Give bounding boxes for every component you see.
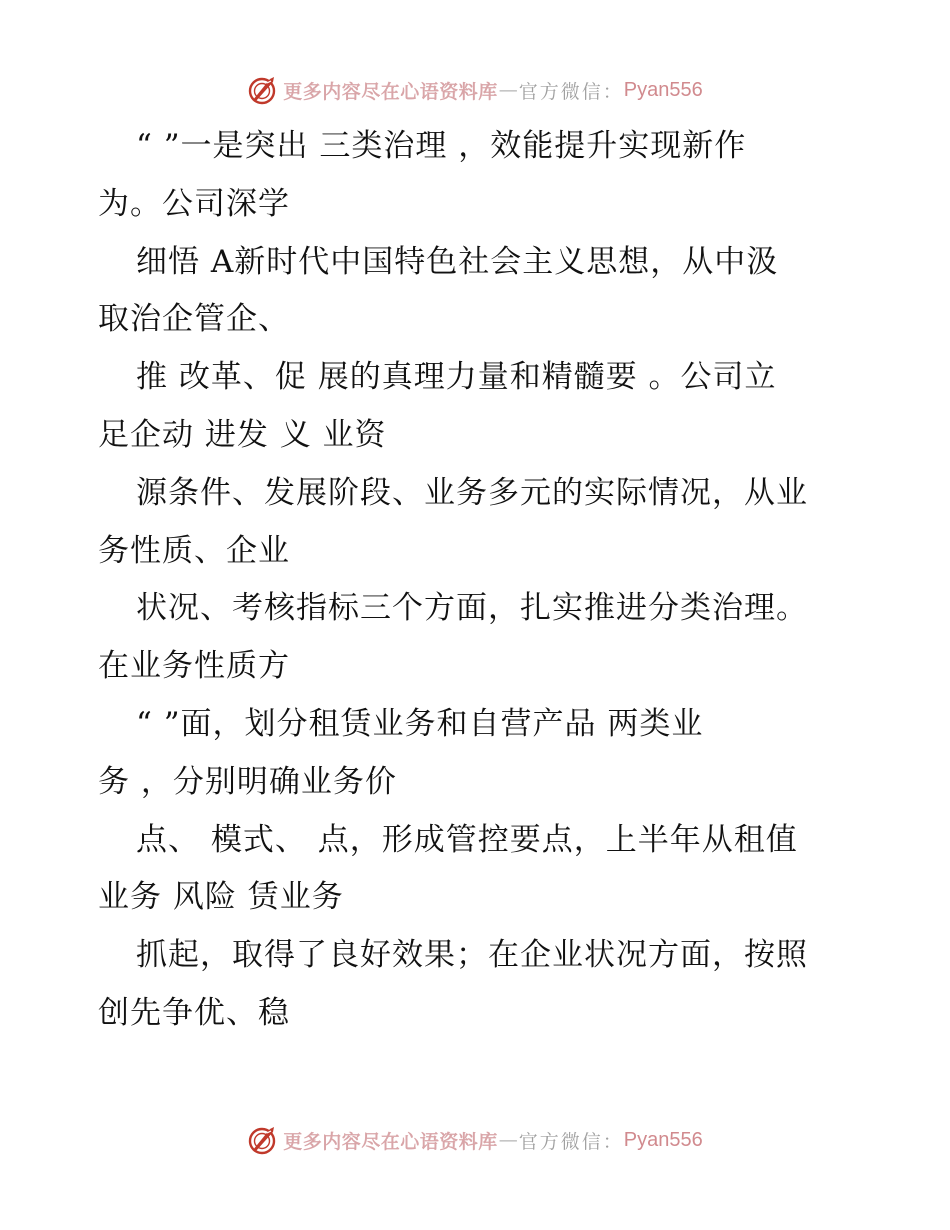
text-line: 推 改革、促 展的真理力量和精髓要 。公司立 bbox=[136, 359, 777, 396]
text-line: 足企动 进发 义 业资 bbox=[98, 416, 387, 453]
text-line: 状况、考核指标三个方面，扎实推进分类治理。 bbox=[136, 590, 808, 627]
banner-brand-text: 更多内容尽在心语资料库 bbox=[283, 80, 498, 103]
document-body bbox=[98, 118, 868, 1043]
text-line: 为。公司深学 bbox=[98, 185, 290, 222]
banner-wechat-label: 官方微信： bbox=[518, 80, 624, 103]
header-banner bbox=[0, 70, 950, 110]
text-line: 点、 模式、 点，形成管控要点，上半年从租值 bbox=[136, 821, 798, 858]
quill-circle-logo bbox=[247, 74, 279, 106]
quill-circle-logo bbox=[247, 1124, 279, 1156]
text-line: 抓起，取得了良好效果；在企业状况方面，按照 bbox=[136, 937, 808, 974]
text-line: 源条件、发展阶段、业务多元的实际情况，从业 bbox=[136, 474, 808, 511]
banner-separator: — bbox=[498, 79, 518, 101]
text-line: “ ”面，划分租赁业务和自营产品 两类业 bbox=[136, 705, 704, 742]
footer-banner bbox=[0, 1120, 950, 1160]
text-line: “ ”一是突出 三类治理 ，效能提升实现新作 bbox=[136, 128, 747, 164]
text-line: 在业务性质方 bbox=[98, 648, 290, 685]
text-line: 务性质、企业 bbox=[98, 532, 290, 569]
text-line: 务 ，分别明确业务价 bbox=[98, 763, 397, 800]
banner-wechat-label: 官方微信： bbox=[518, 1130, 624, 1153]
text-line: 取治企管企、 bbox=[98, 301, 290, 338]
banner-separator: — bbox=[498, 1129, 518, 1151]
text-line: 创先争优、稳 bbox=[98, 994, 290, 1031]
banner-wechat-id: Pyan556 bbox=[623, 78, 703, 101]
text-line: 细悟 A新时代中国特色社会主义思想，从中汲 bbox=[136, 243, 779, 280]
text-line: 业务 风险 赁业务 bbox=[98, 879, 344, 916]
banner-brand-text: 更多内容尽在心语资料库 bbox=[283, 1130, 498, 1153]
banner-wechat-id: Pyan556 bbox=[623, 1128, 703, 1151]
